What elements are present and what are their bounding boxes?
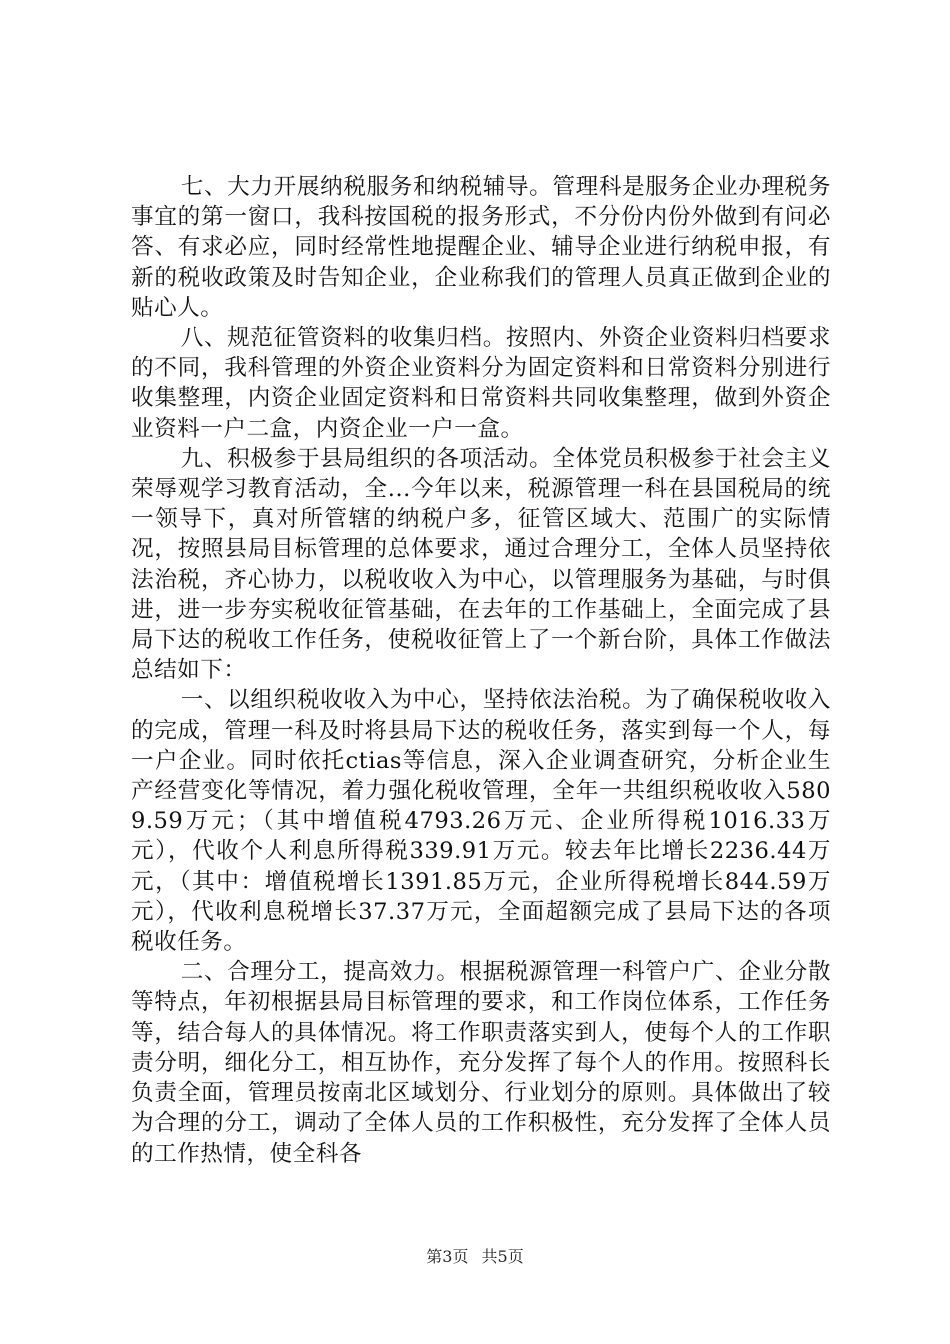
page-footer <box>0 1244 950 1267</box>
page-number: 第3页 <box>426 1247 469 1266</box>
paragraph-7: 七、大力开展纳税服务和纳税辅导。管理科是服务企业办理税务事宜的第一窗口，我科按国税的报务形式，不分份内份外做到有问必答、有求必应，同时经常性地提醒企业、辅导企业进行纳税申报，有新的税收政策及时告知企业，企业称我们的管理人员真正做到企业的贴心人。 <box>131 174 831 321</box>
paragraph-8: 八、规范征管资料的收集归档。按照内、外资企业资料归档要求的不同，我科管理的外资企业资料分为固定资料和日常资料分别进行收集整理，内资企业固定资料和日常资料共同收集整理，做到外资企业资料一户二盒，内资企业一户一盒。 <box>131 325 831 442</box>
paragraph-9: 九、积极参于县局组织的各项活动。全体党员积极参于社会主义荣辱观学习教育活动，全...今年以来，税源管理一科在县国税局的统一领导下，真对所管辖的纳税户多，征管区域大、范围广的实际情况，按照县局目标管理的总体要求，通过合理分工，全体人员坚持依法治税，齐心协力，以税收收入为中心，以管理服务为基础，与时俱进，进一步夯实税收征管基础，在去年的工作基础上，全面完成了县局下达的税收工作任务，使税收征管上了一个新台阶，具体工作做法总结如下： <box>131 445 831 684</box>
paragraph-1: 一、以组织税收收入为中心，坚持依法治税。为了确保税收收入的完成，管理一科及时将县局下达的税收任务，落实到每一个人，每一户企业。同时依托ctias等信息，深入企业调查研究，分析企业生产经营变化等情况，着力强化税收管理，全年一共组织税收收入5809.59万元；（其中增值税4793.26万元、企业所得税1016.33万元），代收个人利息所得税339.91万元。较去年比增长2236.44万元，（其中：增值税增长1391.85万元，企业所得税增长844.59万元），代收利息税增长37.37万元，全面超额完成了县局下达的各项税收任务。 <box>131 687 831 956</box>
page-total: 共5页 <box>481 1247 524 1266</box>
document-body <box>131 172 831 1169</box>
paragraph-2: 二、合理分工，提高效力。根据税源管理一科管户广、企业分散等特点，年初根据县局目标管理的要求，和工作岗位体系，工作任务等，结合每人的具体情况。将工作职责落实到人，使每个人的工作职责分明，细化分工，相互协作，充分发挥了每个人的作用。按照科长负责全面，管理员按南北区域划分、行业划分的原则。具体做出了较为合理的分工，调动了全体人员的工作积极性，充分发挥了全体人员的工作热情，使全科各 <box>131 959 831 1167</box>
